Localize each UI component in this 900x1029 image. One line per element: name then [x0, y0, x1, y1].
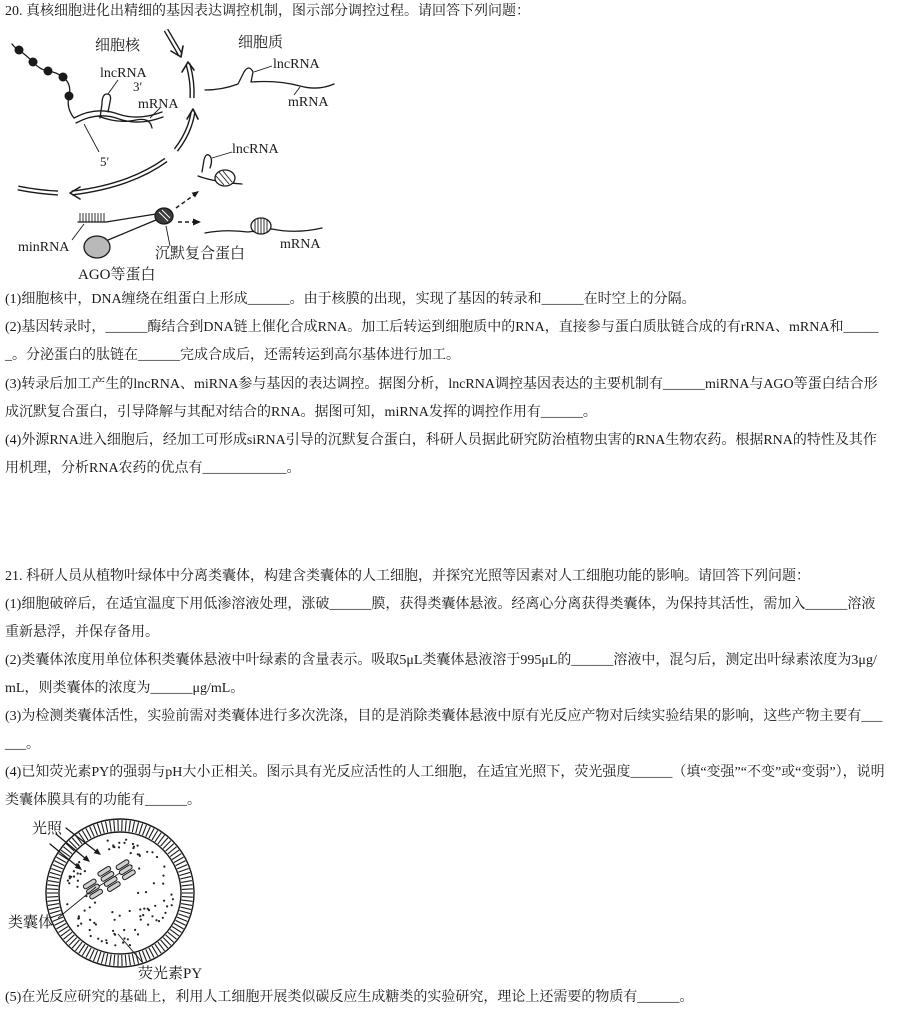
fluorescein-dot — [123, 937, 125, 939]
fluorescein-dot — [130, 852, 132, 854]
fluorescein-dot — [145, 891, 147, 893]
fluorescein-dot — [108, 848, 110, 850]
ago-label: AGO等蛋白 — [78, 267, 156, 283]
fluorescein-dot — [101, 940, 103, 942]
fluorescein-dot — [73, 870, 75, 872]
fluorescein-dot — [127, 938, 129, 940]
lncrna-protein-complex — [198, 152, 242, 186]
fluorescein-dot — [151, 915, 153, 917]
fluorescein-dot — [77, 872, 79, 874]
fluorescein-dot — [156, 856, 158, 858]
nuclear-envelope — [18, 30, 198, 199]
bound-lncrna-label: lncRNA — [232, 142, 279, 157]
fluorescein-dot — [119, 915, 121, 917]
fluorescein-dot — [139, 915, 141, 917]
fluorescein-dot — [118, 846, 120, 848]
fluorescein-dot — [143, 908, 145, 910]
three-prime-label: 3′ — [133, 79, 143, 94]
fluorescein-dot — [132, 847, 134, 849]
nucleus-lncrna-label: lncRNA — [100, 66, 147, 81]
fluorescein-dot — [107, 840, 109, 842]
gene-regulation-diagram — [0, 0, 360, 292]
fluorescein-label: 荧光素PY — [138, 966, 203, 982]
fluorescein-dot — [138, 867, 140, 869]
fluorescein-dot — [84, 870, 86, 872]
fluorescein-dot — [112, 846, 114, 848]
fluorescein-dot — [147, 924, 149, 926]
thylakoid-label: 类囊体 — [8, 915, 54, 931]
q21-part-3: (3)为检测类囊体活性，实验前需对类囊体进行多次洗涤，目的是消除类囊体悬液中原有光反应产物对后续实验结果的影响，这些产物主要有______。 — [5, 709, 883, 752]
fluorescein-dot — [125, 839, 127, 841]
q21-intro: 21. 科研人员从植物叶绿体中分离类囊体，构建含类囊体的人工细胞，并探究光照等因素对人工细胞功能的影响。请回答下列问题： — [5, 569, 810, 584]
fluorescein-dot — [153, 882, 155, 884]
fluorescein-dot — [80, 923, 82, 925]
fluorescein-dot — [171, 904, 173, 906]
fluorescein-dot — [114, 944, 116, 946]
q20-part-2: (2)基因转录时，______酶结合到DNA链上催化合成RNA。加工后转运到细胞质中的RNA，直接参与蛋白质肽链合成的有rRNA、mRNA和______。分泌蛋白的肽链在______完成合成后，还需转运到高尔基体进行加工。 — [5, 320, 879, 363]
fluorescein-dot — [67, 880, 69, 882]
fluorescein-dot — [106, 942, 108, 944]
dashed-arrow-up — [176, 191, 199, 208]
fluorescein-dot — [162, 917, 164, 919]
fluorescein-dot — [139, 908, 141, 910]
fluorescein-dot — [137, 845, 139, 847]
nucleosome — [59, 73, 68, 82]
fluorescein-dot — [77, 880, 79, 882]
q20-part-1: (1)细胞核中，DNA缠绕在组蛋白上形成______。由于核膜的出现，实现了基因的转录和______在时空上的分隔。 — [5, 292, 696, 307]
fluorescein-dot — [164, 912, 166, 914]
chromatin — [12, 44, 74, 118]
fluorescein-dot — [68, 882, 70, 884]
fluorescein-dot — [129, 944, 131, 946]
cytoplasm-label: 细胞质 — [238, 35, 284, 51]
nucleosome — [15, 46, 24, 55]
fluorescein-dot — [163, 866, 165, 868]
target-mrna-label: mRNA — [280, 237, 321, 252]
fluorescein-dot — [69, 875, 71, 877]
fluorescein-dot — [147, 908, 149, 910]
fluorescein-dot — [77, 925, 79, 927]
fluorescein-dot — [134, 929, 136, 931]
fluorescein-dot — [79, 873, 81, 875]
fluorescein-dot — [66, 903, 68, 905]
silencing-complex-label: 沉默复合蛋白 — [155, 246, 246, 262]
fluorescein-dot — [158, 920, 160, 922]
q21-part-1: (1)细胞破碎后，在适宜温度下用低渗溶液处理，涨破______膜，获得类囊体悬液。经离心分离获得类囊体，为保持其活性，需加入______溶液重新悬浮，并保存备用。 — [5, 597, 876, 640]
fluorescein-dot — [95, 923, 97, 925]
fluorescein-dot — [111, 911, 113, 913]
nucleosome — [29, 58, 38, 67]
fluorescein-dot — [114, 919, 116, 921]
fluorescein-dot — [155, 919, 157, 921]
membrane-stripe — [47, 889, 58, 890]
fluorescein-dot — [118, 842, 120, 844]
fluorescein-dot — [93, 922, 95, 924]
fluorescein-dot — [105, 939, 107, 941]
artificial-cell-diagram — [0, 812, 230, 984]
target-mrna-degradation — [205, 218, 322, 234]
q20-part-3: (3)转录后加工产生的lncRNA、miRNA参与基因的表达调控。据图分析，lncRNA调控基因表达的主要机制有______miRNA与AGO等蛋白结合形成沉默复合蛋白，引导降解与其配对结合的RNA。据图可知，miRNA发挥的调控作用有______。 — [5, 377, 878, 420]
nuclear-dna-transcription — [74, 80, 163, 152]
fluorescein-dot — [139, 855, 141, 857]
fluorescein-dot — [137, 933, 139, 935]
fluorescein-dot — [113, 933, 115, 935]
nucleosome — [44, 67, 53, 76]
fluorescein-dot — [172, 898, 174, 900]
membrane-stripe — [182, 889, 193, 890]
fluorescein-dot — [142, 914, 144, 916]
cytoplasm-lncrna-label: lncRNA — [273, 57, 320, 72]
fluorescein-dot — [162, 883, 164, 885]
fluorescein-dot — [129, 910, 131, 912]
fluorescein-dot — [76, 886, 78, 888]
fluorescein-dot — [137, 853, 139, 855]
fluorescein-dot — [123, 929, 125, 931]
nucleus-label: 细胞核 — [95, 38, 141, 54]
fluorescein-dot — [123, 842, 125, 844]
fluorescein-dot — [132, 843, 134, 845]
fluorescein-dot — [78, 861, 80, 863]
fluorescein-dot — [84, 910, 86, 912]
light-label: 光照 — [32, 821, 63, 837]
fluorescein-dot — [78, 915, 80, 917]
fluorescein-dot — [122, 942, 124, 944]
q21-part-2: (2)类囊体浓度用单位体积类囊体悬液中叶绿素的含量表示。吸取5μL类囊体悬液溶于995μL的______溶液中，混匀后，测定出叶绿素浓度为3μg/mL，则类囊体的浓度为______μg/mL。 — [5, 653, 877, 696]
cytoplasm-mrna-label: mRNA — [288, 95, 329, 110]
silencing-complex — [155, 208, 173, 246]
fluorescein-dot — [146, 851, 148, 853]
fluorescein-dot — [170, 894, 172, 896]
fluorescein-dot — [162, 875, 164, 877]
nucleosome — [65, 92, 74, 101]
fluorescein-dot — [151, 851, 153, 853]
membrane-stripe — [182, 897, 193, 898]
fluorescein-dot — [137, 892, 139, 894]
five-prime-label: 5′ — [100, 154, 110, 169]
fluorescein-dot — [94, 902, 96, 904]
fluorescein-dot — [97, 938, 99, 940]
fluorescein-dot — [69, 877, 71, 879]
q20-intro: 20. 真核细胞进化出精细的基因表达调控机制，图示部分调控过程。请回答下列问题： — [5, 4, 530, 19]
fluorescein-dot — [89, 919, 91, 921]
dashed-arrow-right — [178, 219, 201, 226]
fluorescein-dot — [89, 906, 91, 908]
q20-part-4: (4)外源RNA进入细胞后，经加工可形成siRNA引导的沉默复合蛋白，科研人员据此研究防治植物虫害的RNA生物农药。根据RNA的特性及其作用机理，分析RNA农药的优点有____________。 — [5, 433, 877, 476]
fluorescein-dot — [89, 929, 91, 931]
fluorescein-dot — [140, 919, 142, 921]
mirna-label: minRNA — [18, 240, 70, 255]
fluorescein-dot — [112, 930, 114, 932]
ago-protein — [84, 236, 110, 258]
fluorescein-dot — [154, 905, 156, 907]
membrane-stripe — [47, 897, 58, 898]
complex-assembly-lines — [106, 214, 156, 240]
fluorescein-dot — [90, 935, 92, 937]
fluorescein-dot — [73, 875, 75, 877]
q21-part-4: (4)已知荧光素PY的强弱与pH大小正相关。图示具有光反应活性的人工细胞，在适宜光照下，荧光强度______（填“变强”“不变”或“变弱”），说明类囊体膜具有的功能有______。 — [5, 765, 885, 808]
fluorescein-dot — [163, 900, 165, 902]
q21-part-5: (5)在光反应研究的基础上，利用人工细胞开展类似碳反应生成糖类的实验研究，理论上还需要的物质有______。 — [5, 990, 694, 1005]
fluorescein-dot — [166, 905, 168, 907]
nucleus-mrna-label: mRNA — [138, 97, 179, 112]
